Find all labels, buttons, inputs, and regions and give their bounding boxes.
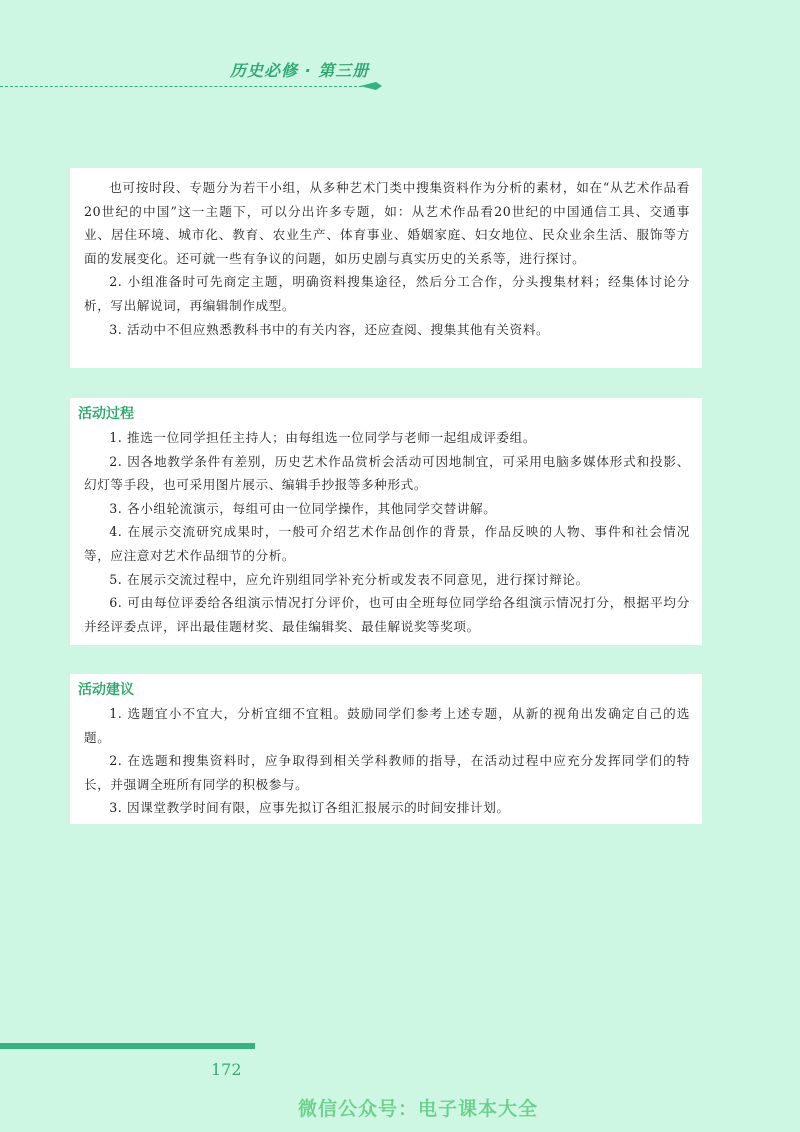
intro-paragraph: 也可按时段、专题分为若干小组，从多种艺术门类中搜集资料作为分析的素材，如在“从艺术作品看20世纪的中国”这一主题下，可以分出许多专题，如：从艺术作品看20世纪的中国通信工具、交通事业、居住环境、城市化、教育、农业生产、体育事业、婚姻家庭、妇女地位、民众业余生活、服饰等方面的发展变化。还可就一些有争议的问题，如历史剧与真实历史的关系等，进行探讨。 — [84, 180, 690, 266]
intro-paragraph: 2. 小组准备时可先商定主题，明确资料搜集途径，然后分工合作，分头搜集材料；经集体讨论分析，写出解说词，再编辑制作成型。 — [84, 274, 690, 313]
process-item: 5. 在展示交流过程中，应允许别组同学补充分析或发表不同意见，进行探讨辩论。 — [109, 571, 589, 587]
intro-paragraph: 3. 活动中不但应熟悉教科书中的有关内容，还应查阅、搜集其他有关资料。 — [109, 321, 550, 337]
header-dashed-rule — [0, 86, 362, 87]
process-panel — [70, 398, 702, 645]
process-item: 6. 可由每位评委给各组演示情况打分评价，也可由全班每位同学给各组演示情况打分，根据平均分并经评委点评，评出最佳题材奖、最佳编辑奖、最佳解说奖等奖项。 — [84, 595, 690, 634]
footer-bar — [0, 1043, 255, 1049]
suggestion-item: 3. 因课堂教学时间有限，应事先拟订各组汇报展示的时间安排计划。 — [109, 800, 510, 816]
process-item: 1. 推选一位同学担任主持人；由每组选一位同学与老师一起组成评委组。 — [109, 430, 537, 445]
page-header-title: 历史必修 · 第三册 — [230, 61, 370, 80]
process-item: 3. 各小组轮流演示，每组可由一位同学操作，其他同学交替讲解。 — [109, 500, 497, 516]
process-item: 2. 因各地教学条件有差别，历史艺术作品赏析会活动可因地制宜，可采用电脑多媒体形式和投影、幻灯等手段，也可采用图片展示、编辑手抄报等多种形式。 — [84, 453, 690, 493]
header-arrow-icon — [360, 80, 382, 92]
suggestion-item: 2. 在选题和搜集资料时，应争取得到相关学科教师的指导，在活动过程中应充分发挥同学们的特长，并强调全班所有同学的积极参与。 — [84, 753, 690, 792]
suggestions-panel — [70, 674, 702, 824]
suggestions-section-title: 活动建议 — [78, 682, 134, 698]
suggestion-item: 1. 选题宜小不宜大，分析宜细不宜粗。鼓励同学们参考上述专题，从新的视角出发确定自己的选题。 — [84, 706, 690, 745]
process-item: 4. 在展示交流研究成果时，一般可介绍艺术作品创作的背景，作品反映的人物、事件和社会情况等，应注意对艺术作品细节的分析。 — [84, 524, 690, 563]
intro-panel — [70, 168, 702, 368]
watermark-text: 微信公众号：电子课本大全 — [298, 1098, 539, 1120]
process-section-title: 活动过程 — [78, 406, 134, 422]
page-number: 172 — [211, 1060, 242, 1079]
